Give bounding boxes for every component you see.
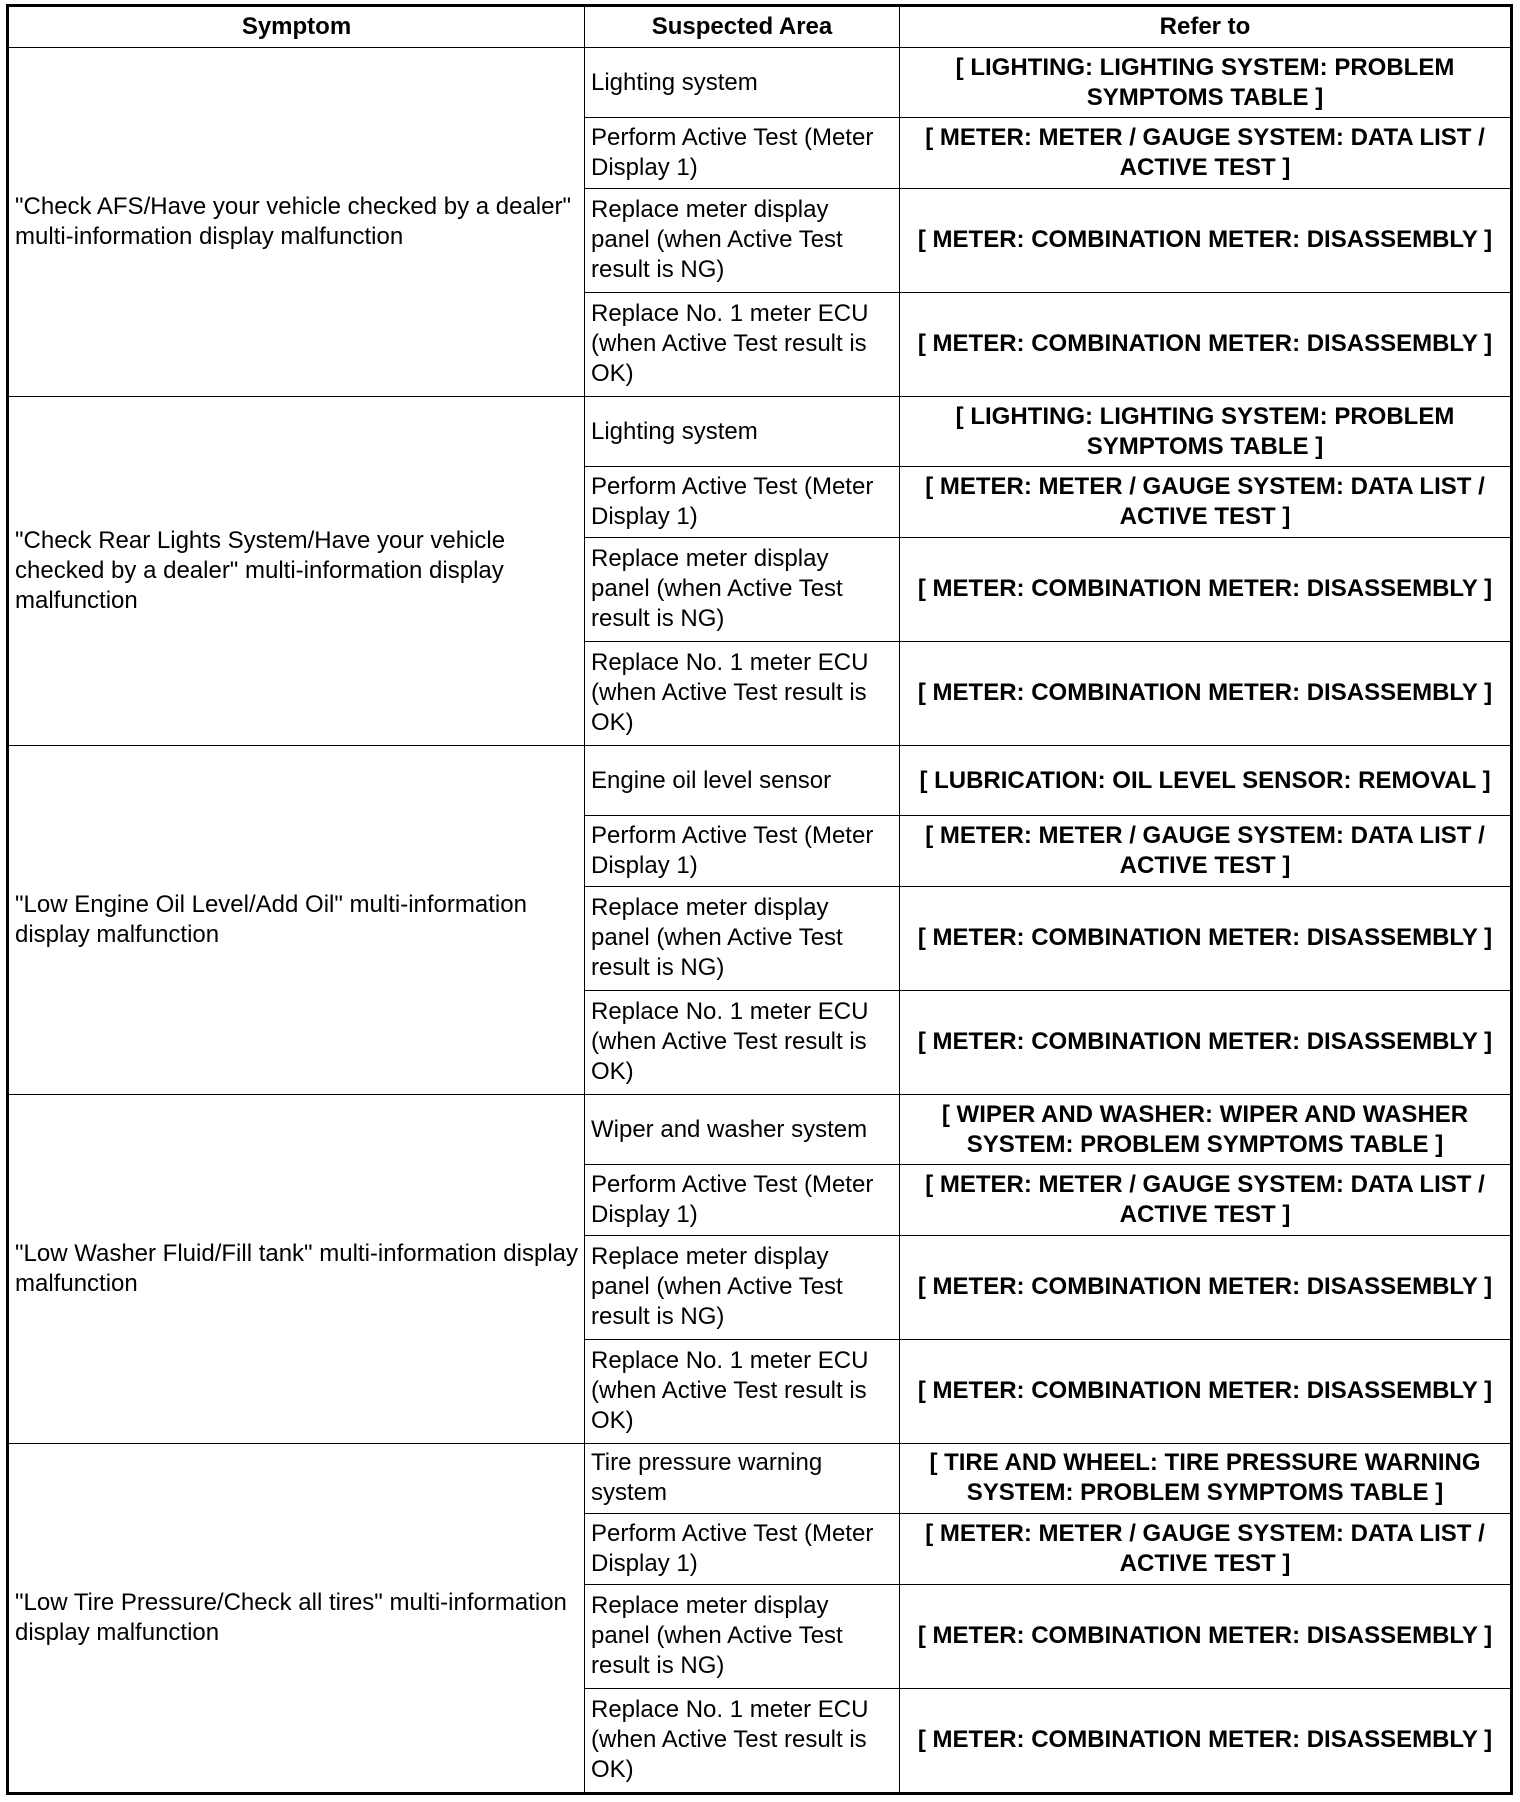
refer-to-link[interactable]: [ METER: METER / GAUGE SYSTEM: DATA LIST / ACTIVE TEST ] <box>900 467 1512 537</box>
suspected-area-cell: Replace No. 1 meter ECU (when Active Test result is OK) <box>585 1339 900 1443</box>
suspected-area-cell: Replace meter display panel (when Active Test result is NG) <box>585 1584 900 1688</box>
suspected-area-cell: Perform Active Test (Meter Display 1) <box>585 467 900 537</box>
refer-to-link[interactable]: [ METER: COMBINATION METER: DISASSEMBLY ] <box>900 188 1512 292</box>
refer-to-link[interactable]: [ LIGHTING: LIGHTING SYSTEM: PROBLEM SYMPTOMS TABLE ] <box>900 48 1512 118</box>
refer-to-link[interactable]: [ LIGHTING: LIGHTING SYSTEM: PROBLEM SYMPTOMS TABLE ] <box>900 396 1512 466</box>
suspected-area-cell: Perform Active Test (Meter Display 1) <box>585 1514 900 1584</box>
symptom-cell: "Low Washer Fluid/Fill tank" multi-information display malfunction <box>8 1094 585 1443</box>
suspected-area-cell: Lighting system <box>585 48 900 118</box>
header-symptom: Symptom <box>8 6 585 48</box>
table-row <box>8 1094 1512 1164</box>
symptom-cell: "Low Tire Pressure/Check all tires" multi-information display malfunction <box>8 1443 585 1793</box>
refer-to-link[interactable]: [ METER: METER / GAUGE SYSTEM: DATA LIST / ACTIVE TEST ] <box>900 1514 1512 1584</box>
symptom-cell: "Low Engine Oil Level/Add Oil" multi-information display malfunction <box>8 745 585 1094</box>
refer-to-link[interactable]: [ METER: COMBINATION METER: DISASSEMBLY ] <box>900 1688 1512 1793</box>
suspected-area-cell: Lighting system <box>585 396 900 466</box>
table-header-row <box>8 6 1512 48</box>
suspected-area-cell: Replace meter display panel (when Active Test result is NG) <box>585 886 900 990</box>
header-refer-to: Refer to <box>900 6 1512 48</box>
suspected-area-cell: Replace meter display panel (when Active Test result is NG) <box>585 537 900 641</box>
table-row <box>8 1443 1512 1513</box>
suspected-area-cell: Replace meter display panel (when Active Test result is NG) <box>585 1235 900 1339</box>
suspected-area-cell: Replace No. 1 meter ECU (when Active Test result is OK) <box>585 641 900 745</box>
refer-to-link[interactable]: [ WIPER AND WASHER: WIPER AND WASHER SYSTEM: PROBLEM SYMPTOMS TABLE ] <box>900 1094 1512 1164</box>
refer-to-link[interactable]: [ METER: COMBINATION METER: DISASSEMBLY ] <box>900 641 1512 745</box>
suspected-area-cell: Perform Active Test (Meter Display 1) <box>585 816 900 886</box>
suspected-area-cell: Tire pressure warning system <box>585 1443 900 1513</box>
symptom-cell: "Check AFS/Have your vehicle checked by a dealer" multi-information display malfunction <box>8 48 585 397</box>
refer-to-link[interactable]: [ METER: COMBINATION METER: DISASSEMBLY ] <box>900 1339 1512 1443</box>
suspected-area-cell: Perform Active Test (Meter Display 1) <box>585 118 900 188</box>
refer-to-link[interactable]: [ METER: COMBINATION METER: DISASSEMBLY ] <box>900 292 1512 396</box>
suspected-area-cell: Engine oil level sensor <box>585 745 900 815</box>
table-body <box>8 48 1512 1794</box>
refer-to-link[interactable]: [ METER: METER / GAUGE SYSTEM: DATA LIST / ACTIVE TEST ] <box>900 1165 1512 1235</box>
problem-symptoms-table <box>6 4 1513 1795</box>
suspected-area-cell: Replace No. 1 meter ECU (when Active Test result is OK) <box>585 990 900 1094</box>
suspected-area-cell: Replace meter display panel (when Active Test result is NG) <box>585 188 900 292</box>
refer-to-link[interactable]: [ METER: METER / GAUGE SYSTEM: DATA LIST / ACTIVE TEST ] <box>900 118 1512 188</box>
table-row <box>8 745 1512 815</box>
refer-to-link[interactable]: [ METER: METER / GAUGE SYSTEM: DATA LIST / ACTIVE TEST ] <box>900 816 1512 886</box>
table-row <box>8 48 1512 118</box>
suspected-area-cell: Wiper and washer system <box>585 1094 900 1164</box>
refer-to-link[interactable]: [ METER: COMBINATION METER: DISASSEMBLY ] <box>900 990 1512 1094</box>
refer-to-link[interactable]: [ TIRE AND WHEEL: TIRE PRESSURE WARNING SYSTEM: PROBLEM SYMPTOMS TABLE ] <box>900 1443 1512 1513</box>
refer-to-link[interactable]: [ LUBRICATION: OIL LEVEL SENSOR: REMOVAL ] <box>900 745 1512 815</box>
refer-to-link[interactable]: [ METER: COMBINATION METER: DISASSEMBLY ] <box>900 1584 1512 1688</box>
symptom-cell: "Check Rear Lights System/Have your vehicle checked by a dealer" multi-information display malfunction <box>8 396 585 745</box>
suspected-area-cell: Replace No. 1 meter ECU (when Active Test result is OK) <box>585 292 900 396</box>
refer-to-link[interactable]: [ METER: COMBINATION METER: DISASSEMBLY ] <box>900 886 1512 990</box>
suspected-area-cell: Perform Active Test (Meter Display 1) <box>585 1165 900 1235</box>
header-suspected-area: Suspected Area <box>585 6 900 48</box>
suspected-area-cell: Replace No. 1 meter ECU (when Active Test result is OK) <box>585 1688 900 1793</box>
refer-to-link[interactable]: [ METER: COMBINATION METER: DISASSEMBLY ] <box>900 537 1512 641</box>
refer-to-link[interactable]: [ METER: COMBINATION METER: DISASSEMBLY ] <box>900 1235 1512 1339</box>
table-row <box>8 396 1512 466</box>
